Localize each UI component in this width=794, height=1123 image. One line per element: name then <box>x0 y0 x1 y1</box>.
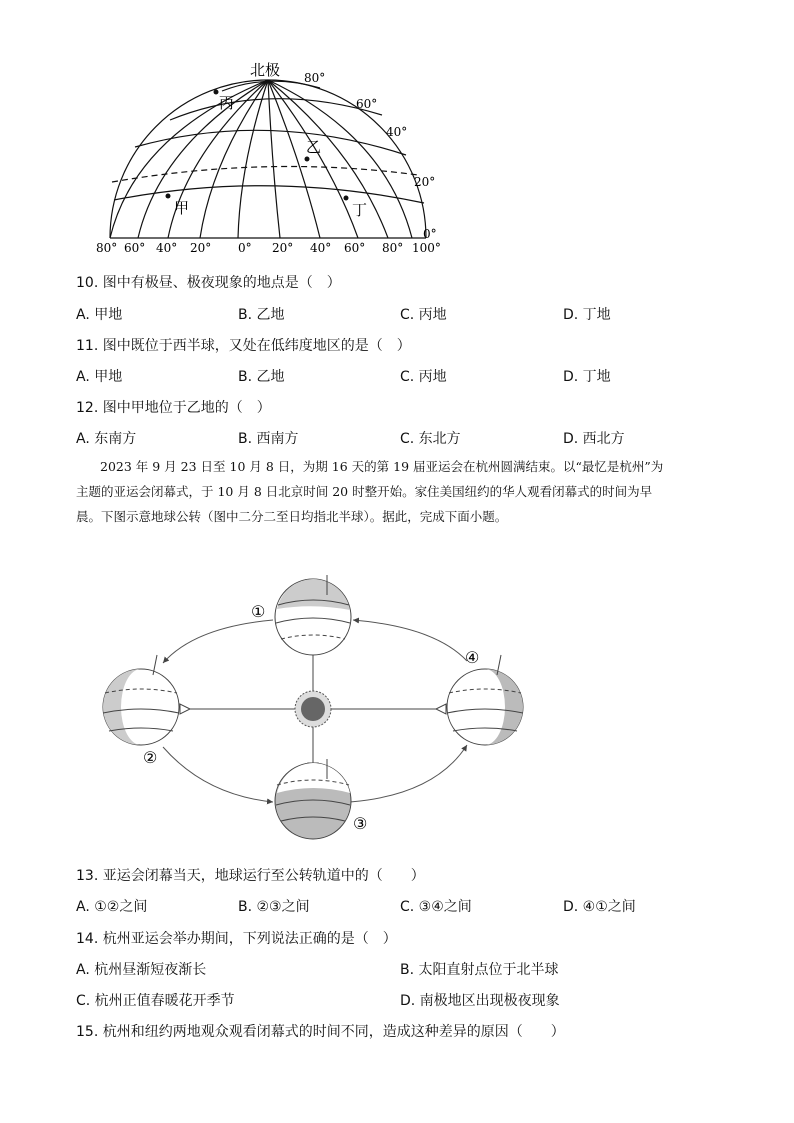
lon-label: 100° <box>412 241 441 255</box>
q10-option-a[interactable]: A. 甲地 <box>76 307 123 323</box>
q11-option-c[interactable]: C. 丙地 <box>400 369 447 385</box>
lon-label: 40° <box>156 241 178 255</box>
lon-label: 80° <box>382 241 404 255</box>
passage-line-1: 2023 年 9 月 23 日至 10 月 8 日，为期 16 天的第 19 届亚运会在杭州圆满结束。以“最忆是杭州”为 <box>100 459 664 474</box>
lon-label: 80° <box>96 241 118 255</box>
q13-option-a[interactable]: A. ①②之间 <box>76 899 148 915</box>
passage-line-3: 晨。下图示意地球公转（图中二分二至日均指北半球）。据此，完成下面小题。 <box>76 509 508 524</box>
sun-icon <box>295 691 331 727</box>
q14-option-d[interactable]: D. 南极地区出现极夜现象 <box>400 993 560 1009</box>
earth-position-1-icon <box>275 575 351 655</box>
dashed-latitude-line <box>112 166 418 182</box>
lat-label-20: 20° <box>414 175 436 189</box>
q11-option-a[interactable]: A. 甲地 <box>76 369 123 385</box>
q10-option-d[interactable]: D. 丁地 <box>563 307 611 323</box>
lon-label: 60° <box>344 241 366 255</box>
reading-passage <box>76 454 716 529</box>
point-label-yi: 乙 <box>306 138 322 156</box>
passage-line-2: 主题的亚运会闭幕式，于 10 月 8 日北京时间 20 时整开始。家住美国纽约的华人观看闭幕式的时间为早 <box>76 484 653 499</box>
q10-option-c[interactable]: C. 丙地 <box>400 307 447 323</box>
point-label-ding: 丁 <box>352 201 368 219</box>
position-label-1: ① <box>251 602 266 621</box>
lon-label: 20° <box>190 241 212 255</box>
question-12-stem: 12. 图中甲地位于乙地的（ ） <box>76 400 271 416</box>
q11-option-b[interactable]: B. 乙地 <box>238 369 285 385</box>
lon-label: 60° <box>124 241 146 255</box>
lat-label-40: 40° <box>386 125 408 139</box>
question-15-stem: 15. 杭州和纽约两地观众观看闭幕式的时间不同，造成这种差异的原因（ ） <box>76 1024 565 1040</box>
lon-label: 0° <box>238 241 252 255</box>
question-13-stem: 13. 亚运会闭幕当天，地球运行至公转轨道中的（ ） <box>76 868 425 884</box>
q14-option-b[interactable]: B. 太阳直射点位于北半球 <box>400 962 559 978</box>
lon-label: 40° <box>310 241 332 255</box>
q12-option-d[interactable]: D. 西北方 <box>563 431 625 447</box>
lat-label-0: 0° <box>423 227 437 241</box>
hemisphere-map-figure <box>90 55 450 260</box>
north-pole-label: 北极 <box>250 61 281 79</box>
earth-position-4-icon <box>447 655 523 745</box>
q12-option-c[interactable]: C. 东北方 <box>400 431 461 447</box>
point-label-bing: 丙 <box>219 94 235 112</box>
lat-label-60: 60° <box>356 97 378 111</box>
question-14-stem: 14. 杭州亚运会举办期间，下列说法正确的是（ ） <box>76 931 397 947</box>
q13-option-d[interactable]: D. ④①之间 <box>563 899 636 915</box>
q11-option-d[interactable]: D. 丁地 <box>563 369 611 385</box>
lon-label: 20° <box>272 241 294 255</box>
question-10-stem: 10. 图中有极昼、极夜现象的地点是（ ） <box>76 275 341 291</box>
lat-label-80: 80° <box>304 71 326 85</box>
q12-option-a[interactable]: A. 东南方 <box>76 431 137 447</box>
earth-orbit-figure <box>95 565 535 845</box>
earth-position-3-icon <box>275 759 351 839</box>
q12-option-b[interactable]: B. 西南方 <box>238 431 299 447</box>
question-11-stem: 11. 图中既位于西半球，又处在低纬度地区的是（ ） <box>76 338 411 354</box>
position-label-2: ② <box>143 748 158 767</box>
q14-option-a[interactable]: A. 杭州昼渐短夜渐长 <box>76 962 207 978</box>
q13-option-b[interactable]: B. ②③之间 <box>238 899 310 915</box>
position-label-4: ④ <box>465 648 480 667</box>
earth-position-2-icon <box>103 655 179 745</box>
q14-option-c[interactable]: C. 杭州正值春暖花开季节 <box>76 993 235 1009</box>
q10-option-b[interactable]: B. 乙地 <box>238 307 285 323</box>
position-label-3: ③ <box>353 814 368 833</box>
point-label-jia: 甲 <box>174 199 190 217</box>
q13-option-c[interactable]: C. ③④之间 <box>400 899 472 915</box>
